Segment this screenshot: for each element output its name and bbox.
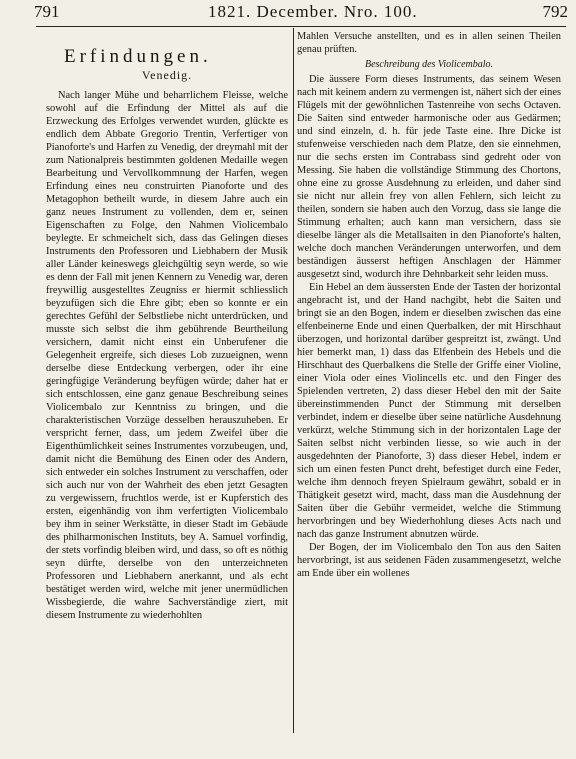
right-column [297,30,561,580]
description-paragraph-1: Die äussere Form dieses Instruments, das seinem Wesen nach mit keinem andern zu vermengen ist, nähert sich der eines Flügels mit der gewöhnlichen Tastenreihe von sechs Octaven. Die Saiten sind entweder harmonische oder aus Gedärmen; und sind einzeln, d. h. für jede Taste eine. Ihre Dicke ist stufenweise verschieden nach dem Platze, den sie einnehmen, nur die sechs ersten im Contrabass sind gedreht oder von Messing. Sie haben die vollständige Stimmung des Chortons, ohne eine zu grosse Ausdehnung zu erleiden, und daher sind sie nicht nur allein frey von allen Fehlern, sich leicht zu theilen, sondern sie haben auch den Vorzug, dass sie lange die Stimmung erhalten; auch kann man versichern, dass sie dieselbe länger als die Metallsaiten in den Pianoforte's halten, welche doch manchen Veränderungen unterworfen, und dem beständigen äusserst heftigen Anschlagen der Hämmer ausgesetzt sind, wodurch ihre Dehnbarkeit sehr leiden muss. [297,74,561,280]
section-title: Erfindungen. [64,46,212,67]
header-rule [36,26,566,27]
description-paragraph-2: Ein Hebel an dem äussersten Ende der Tasten der horizontal angebracht ist, und der Hand nachgibt, hebt die Saiten und bringt sie an den Bogen, indem er dieselben zwischen das eine elfenbeinerne Ende und einen Querbalken, der mit Hirschhaut überzogen, und horizontal darüber gespreitzt ist, zwängt. Und hier bemerkt man, 1) dass das Elfenbein des Hebels und die Hirschhaut des Querbalkens die Stelle der Griffe einer Violine, einer Viola oder eines Violincells etc. und den Finger des Spielenden vertreten, 2) dass dieser Hebel den mit der Saite übereinstimmenden Punct der Stimmung mit derselben verbindet, indem er dieselbe über seine natürliche Ausdehnung verkürzt, welche Stimmung sich in der horizontalen Lage der Saiten selbst nicht verbinden liesse, so wie auch in der ausgedehnten der Pianoforte, 3) dass dieser Hebel, indem er sich um einen festen Punct dreht, befestiget durch eine Feder, welche ihm dennoch freyen Spielraum gewährt, sobald er in Thätigkeit gesetzt wird, macht, dass man die Ausdehnung der Saiten über die Gebühr vermeidet, welche die Stimmung hervorbringen und bey Wiederhohlung dieses Acts nach und nach das ganze Instrument abnutzen würde. [297,282,561,540]
description-paragraph-3: Der Bogen, der im Violicembalo den Ton aus den Saiten hervorbringt, ist aus seidenen Fäden zusammengesetzt, welche am Ende über ein wollenes [297,542,561,579]
section-subhead: Beschreibung des Violicembalo. [364,59,494,70]
article-paragraph: Nach langer Mühe und beharrlichem Fleisse, welche sowohl auf die Erfindung der Mittel als auf die Erzweckung des Erfolges verwendet wurden, glückte es endlich dem Abbate Gregorio Trentin, Verfertiger von Pianoforte's und Harfen zu Venedig, der dreymahl mit der zum Nationalpreis bestimmten goldenen Medaille wegen Bearbeitung und Vervollkommnung der Harfen, wegen Erfindung eines neu construirten Pianoforte und des Metagophon betheilt wurde, in diesem Jahre auch ein ganz neues Instrument zu vollenden, dem er, seinen Eigenschaften zu Folge, den Nahmen Violicembalo beylegte. Er schmeichelt sich, dass das Gelingen dieses Instruments den Professoren und Liebhabern der Musik aller Länder keineswegs gleichgültig seyn werde, so wie es denn der Fall mit jenen Kennern zu Venedig war, deren freywillig ausgestelltes Zeugniss er hiermit schliesslich beyzufügen sich die Ehre gibt; eben so konnte er ein gerechtes Gefühl der Selbstliebe nicht unterdrücken, und musste sich selbst die ihm gebührende Beurtheilung versichern, damit nicht einst ein Unberufener die Gelegenheit ergreife, sich dieses Lob zuzueignen, wenn derselbe diese Entdeckung verbergen, oder ihr eine geringfügige Veränderung beyfügen würde; daher hat er sich entschlossen, eine ganz genaue Beschreibung seines Violicembalo zur Kenntniss zu bringen, und die charakteristischen Vorzüge desselben herauszuheben. Er verspricht ferner, dass, um jedem Zweifel über die Eigenthümlichkeit seines Instrumentes vorzubeugen, und, damit nicht die Bemühung des Einen oder des Andern, sich entweder ein solches Instrument zu verschaffen, oder sich auch nur von der Wahrheit des eben jetzt Gesagten zu vergewissern, fruchtlos werde, ist er Kupferstich des ersten, eigenhändig von ihm verfertigten Violicembalo bey ihm in seiner Werkstätte, in dieser Stadt im Gebäude des philharmonischen Instituts, bey A. Samuel vorfindig, der stets vorfindig bleiben wird, und dass, so oft es nöthig seyn dürfte, derselbe von den unterzeichneten Professoren und Liebhabern anerkannt, und als echt bestätiget werden wird, welche mit jener unermüdlichen Wissbegierde, die wahre Sachverständige ziert, mit diesem Instrumente zu wiederhohlten [46,90,288,621]
page-number-right: 792 [542,2,568,21]
page-header [0,2,576,28]
page-number-left: 791 [34,2,60,21]
left-column [46,32,288,622]
dateline: Venedig. [141,68,193,82]
column-divider [293,28,294,733]
continuation-text: Mahlen Versuche anstellten, und es in allen seinen Theilen genau prüften. [297,31,561,55]
running-title: 1821. December. Nro. 100. [208,2,418,21]
